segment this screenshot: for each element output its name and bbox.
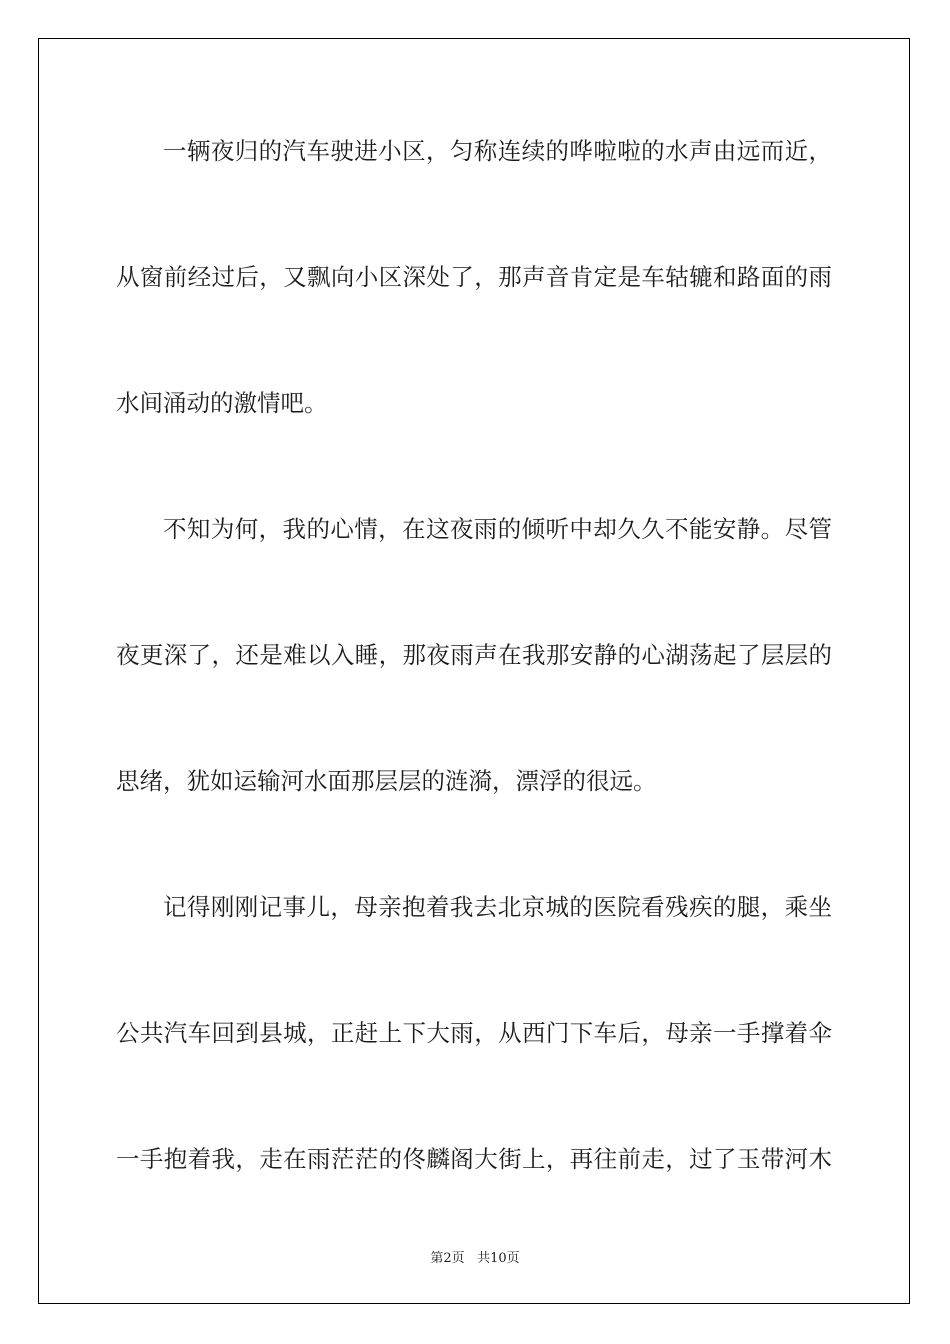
paragraph-3-line-3: 一手抱着我，走在雨茫茫的佟麟阁大街上，再往前走，过了玉带河木	[116, 1145, 832, 1173]
page-footer	[0, 1247, 950, 1266]
paragraph-3-line-1: 记得刚刚记事儿，母亲抱着我去北京城的医院看残疾的腿，乘坐	[163, 893, 832, 921]
document-body	[116, 118, 832, 1252]
paragraph-2-line-2: 夜更深了，还是难以入睡，那夜雨声在我那安静的心湖荡起了层层的	[116, 641, 832, 669]
paragraph-1-line-1: 一辆夜归的汽车驶进小区，匀称连续的哗啦啦的水声由远而近，	[163, 137, 832, 165]
paragraph-2-line-1: 不知为何，我的心情，在这夜雨的倾听中却久久不能安静。尽管	[163, 515, 832, 543]
paragraph-1-line-3: 水间涌动的激情吧。	[116, 389, 328, 417]
page-total: 共10页	[477, 1251, 520, 1266]
paragraph-1-line-2: 从窗前经过后，又飘向小区深处了，那声音肯定是车轱辘和路面的雨	[116, 263, 832, 291]
page-number: 第2页	[430, 1251, 465, 1266]
paragraph-2-line-3: 思绪，犹如运输河水面那层层的涟漪，漂浮的很远。	[116, 767, 657, 795]
paragraph-3-line-2: 公共汽车回到县城，正赶上下大雨，从西门下车后，母亲一手撑着伞	[116, 1019, 832, 1047]
